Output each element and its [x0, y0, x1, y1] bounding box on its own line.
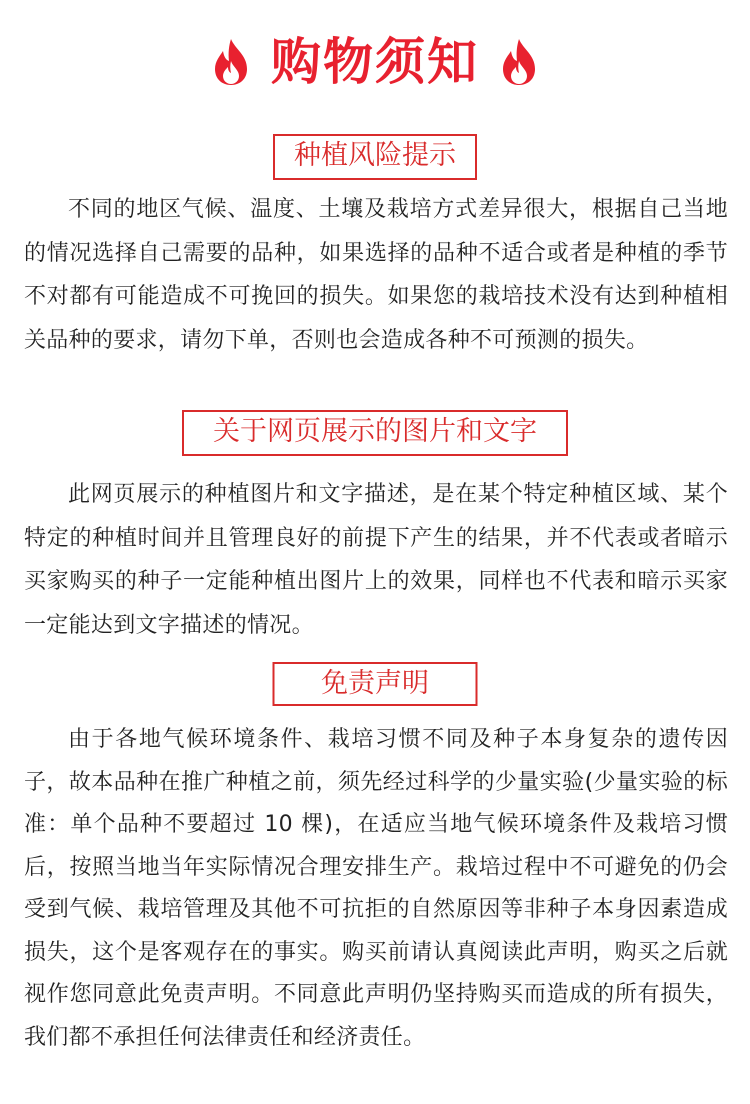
page-title: 购物须知	[271, 33, 479, 91]
section-heading-images-and-text: 关于网页展示的图片和文字	[182, 410, 568, 456]
section-body-disclaimer: 由于各地气候环境条件、栽培习惯不同及种子本身复杂的遗传因子，故本品种在推广种植之前，须先经过科学的少量实验(少量实验的标准：单个品种不要超过 10 棵)，在适应当地气候环境条件及栽培习惯后，按照当地当年实际情况合理安排生产。栽培过程中不可避免的仍会受到气候、栽培管理及其他不可抗拒的自然原因等非种子本身因素造成损失，这个是客观存在的事实。购买前请认真阅读此声明，购买之后就视作您同意此免责声明。不同意此声明仍坚持购买而造成的所有损失，我们都不承担任何法律责任和经济责任。	[24, 727, 728, 1050]
page-header	[0, 22, 750, 102]
fire-icon	[209, 37, 253, 87]
section-body-planting-risk: 不同的地区气候、温度、土壤及栽培方式差异很大，根据自己当地的情况选择自己需要的品种，如果选择的品种不适合或者是种植的季节不对都有可能造成不可挽回的损失。如果您的栽培技术没有达到种植相关品种的要求，请勿下单，否则也会造成各种不可预测的损失。	[24, 197, 728, 353]
section-heading-disclaimer: 免责声明	[273, 662, 478, 706]
section-heading-planting-risk: 种植风险提示	[273, 134, 477, 180]
fire-icon	[497, 37, 541, 87]
section-body-images-and-text: 此网页展示的种植图片和文字描述，是在某个特定种植区域、某个特定的种植时间并且管理良好的前提下产生的结果，并不代表或者暗示买家购买的种子一定能种植出图片上的效果，同样也不代表和暗示买家一定能达到文字描述的情况。	[24, 482, 728, 638]
